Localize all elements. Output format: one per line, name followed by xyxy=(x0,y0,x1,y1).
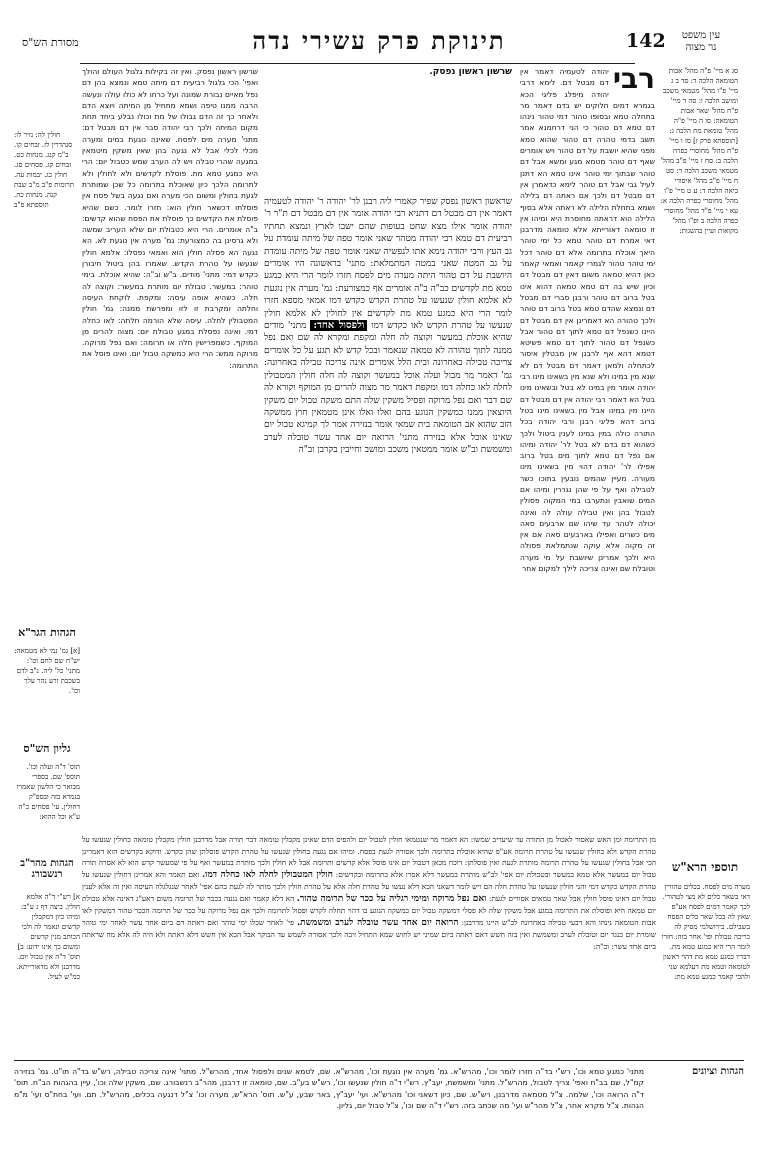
gilyon-hashas-heading: גליון הש"ס xyxy=(23,742,71,755)
tosafot-text: מן התרומה ומן האש שאסור לאכול מן התורה עד שיעריב שמשו: הא דאמר מר שנטמאו חולין לטבול יום ולהפיס הדם שאינן מקבלין טומאה דבר תורה אבל מדרבנן חולין מקבלין טומאה כחולין שנעשו על טהרת הקדש ולא כחולין שנעשו על טהרת תרומה אע"פ שהיא אוכלת בתרומה ולכך אסורה לגעת בפסח. ומיהו אם נגעה בחולין שנעשו על טהרת הקדש פוסלתן שהן כקדש. ודוקא בקדשים הוא דאמרינן הכי אבל בחולין שנעשו על טהרת תרומה מותרת לגעת ואין פוסלתן: דוכח מכאן דטבול יום אינו פוסל אלא קדשים ותרומה אבל לא חולין ולכך מותרת במעשר ואף על פי שמעשר קדש הוא לא אסרה תורה טבול יום במעשר אלא טמא במעשר ובטבולת יום אפי' לב"ש מותרת במעשר דלא אסרו אלא בתרומה ובקדשים: xyxy=(82,835,656,879)
gemara-column xyxy=(264,196,512,826)
tosafot-text-3: הא דלא קאמר ואם נגעה בככר של תרומה משום דאע"ג דאינה אלא טבולת יום טמאה היא ופוסלת את התרומה במגע אבל משקין שלה לא פסלי דמשקה טבול יום כמשקה הנוגע בו דהוי תחלה לקדש ופסול לתרומה ולכך אם נפל מרוקה על ככר של תרומה הככר טהור דמשקין לאו אבות הטומאה נינהו והא דבעי טבילה באחרונה לב"ש היינו מדרבנן: xyxy=(82,893,656,927)
tosafot-block xyxy=(82,834,656,1056)
gemara-3: גמ' דאמר מר מבול ועלה אוכל במעשר וקוצה לה חלה חולין המטבולין לחלה לאו כחלה דמו ומקפת דאמר מר מצוה להרים מן המוקף וקורא לה שם דבר ואם נפל מרוקה ופסיל משקין שלה התם משקה טבול יום משקין היוצאין ממנו כמשקין הנוגע בהם ואלו ואלו אינן מטמאין חוץ ממשקה הזב שהוא אב הטומאה בית שמאי אומר בנזירה אמר לך קמיגא טבול יום שאינו אוכל אלא בנזירה xyxy=(264,370,512,443)
rashi-opening-word: רבי xyxy=(612,66,655,95)
tosafot-dh-1: חולין המטבולין לחלה לאו כחלה דמו. xyxy=(202,869,334,880)
mishna-1: מתני' בראשונה היו אומרים היושבת על דם טהור היתה מערה מים לפסח חזרו לומר הרי היא כמגע טמא מת לקדשים כב"ה ב"ה אומרים אף כמצורעת: xyxy=(264,259,512,294)
rashi-column-right xyxy=(520,66,655,706)
page-title: תינוקת פרק עשירי נדה xyxy=(252,26,506,55)
tosafot-end: וב"ה: xyxy=(593,941,610,951)
page-header xyxy=(0,0,758,60)
hagahot-tziyunim-heading: הגהות וציונים xyxy=(691,1066,744,1077)
hagahot-tziyunim-text: מתני' כמגע טמא וכו', רש"י בד"ה חזרו לומר וכו', מהרש"א. גמ' מערה אין נוגעת וכו', מהרש"א. שם, לטמא שנים ולפסול אחד, מהרש"ל. מתני' אינה צריכה טבילה, רש"ש בד"ה תו"ט. גמ' בנזירה קמ"ל, שם בב"ח ואפי' צריך לטבול, מהרש"ל. מתני' ומשמשת, יעב"ץ. רש"י ד"ה חולין שנעשו וכו', רש"ש בע"ב. שם, טומאה זו דרבנן, מהר"ב רנשבורג. שם, משקין שלה וכו', עיין בהגהות הב"ח. תוס' ד"ה הרואה וכו', שלמה. צ"ל מטמאה מדרבנן, רש"ש. שם, כיון דשאני וכו' מהרש"א. ועי' יעב"ץ, באר שבע, ע"ש. תוס' הרא"ש, מערה וכו' צ"ל דנגעה בכלים, מהרש"ל. תם. ועי' בחת"ס ועי' מ"מ הגהות. צ"ל מקרא אחר, צ"ל מהר"ש ועי' מה שכתב בזה. רש"י ד"ה שם וכו', צ"ל טבול יום, גליון. xyxy=(14,1067,644,1111)
rashi-heading: שרשון ראשון נפסק. xyxy=(429,67,512,77)
tosafot-harosh-heading: תוספי הרא"ש xyxy=(671,860,739,874)
header-rule xyxy=(80,63,635,64)
rashi-heading-column xyxy=(264,66,512,192)
gemara-2: גמ' מערה אין נוגעת לא אלמא חולין שנעשו על טהרת הקדש כקדש דמו אמאי מספא חזרו לומר הרי היא כמגע טמא מת לקדשים אין לחולין לא אלמא חולין שנעשו על טהרת הקדש לאו כקדש דמו xyxy=(264,283,512,332)
rashi-right-text: יהודה לטעמיה דאמר אין דם מבטל דם. לימא דרבי יהודה מיפלג פליגי הכא בגמרא דמים חלוקים יש בדם דאמר מר בתחלה טמא ובסופו טהור דמי טהור נינהו דם טמא דם טהור כי הני דרחמנא אמר תשב בדמי טהרה דם טהור שהוא טמא מפני שהיא יושבת על דם טהור ויש אומרים שאף דם טוהר מטמא מגע ומשא אבל דם טוהר שבתוך ימי טוהר אינו טמא הא דתנן לעיל גבי אבל דם טוהר לימא כדאמרן אין דם מבטל דם ולכך אם ראתה דם בלילה ושמא בתחלת הלילה לא ראתה אלא בסוף הלילה הוא דראתה מחוסרת היא ומיהו אין זו טומאה דאורייתא אלא טומאה מדרבנן דאי אמרת דם טוהר טמא כל ימי טוהר היאך אוכלת בתרומה אלא דם טוהר דכל ימי טוהר טהור לגמרי קאמר ואמאי קאמר כאן דהיא טמאה משום דאין דם מבטל דם וכיון שיש בה דם טמא טמאה דהוא אינו בטל ברוב דם טוהר ורבנן סברי דם מבטל דם ונמצא שהדם טמא בטל ברוב דם טוהר ולכך טהורה הא דאמרינן אין דם מבטל דם היינו כשנפל דם טמא לתוך דם טהור אבל כשנפל דם טהור לתוך דם טמא פשיטא דטמא דהא אף לרבנן אין מבטלין איסור לכתחלה ולמאן דאמר דם מבטל דם לא שנא מין במינו ולא שנא מין בשאינו מינו רבי יהודה אומר מין במינו לא בטל ובשאינו מינו בטל הא דאמר רבי יהודה אין דם מבטל דם היינו מין במינו אבל מין בשאינו מינו בטל ברוב דהא פליגי רבנן ורבי יהודה בכל התורה כולה במין במינו לענין ביטול ולכך כשהוא דם בדם לא בטל לר' יהודה ומיהו אם נפל דם טמא לתוך מים בטל ברוב אפילו לר' יהודה דהוי מין בשאינו מינו מעורה. מעיין שהמים נובעין בתוכו כשר לטבילה ואף על פי שהן נגררין ומיהו אם המים שואבין ונתערבו במי המקוה פסולין לטבול בהן ואין טבילה עולה לה ואינה יכולה לטהר עד שיהו שם ארבעים סאה מים כשרים ואפילו בארבעים סאה אם אין זה מקוה אלא עוקה שנתמלאת פסולה היא ולכך אמרינן שיושבת על מי מערה וטובלת שם ואינה צריכה לילך למקום אחר xyxy=(520,67,655,574)
commentary-left-column: שרשון ראשון נפסק. ואין זה בקילות גלגול העולם והולך ואפי' הכי גלגול רביעית דם מיתה טמא ונמצא בהן דם נפל מאיים נבורת שמונה ועל כרחו לא כולו עולה ונעשה הרבה ממנו טיפה ושמא מתחיל מן המיתה ויוצא הדם ולאחר כך זה הדם גבולו של מת וכולו נבלע ביחד תחת מקום המיתה ולכך רבי יהודה סבר אין דם מבטל דם: מתני' מערה מים לפסח. שאינה נוגעת במים ומערה מכלי לכלי אבל לא נגעה בהן שאין משקין מיטמאין במגעה שהרי טבלה ויש לה הערב שמש כטבול יום: הרי היא כמגע טמא מת. פוסלת לקדשים ולא לחולין ולא לתרומה הלכך כיון שאוכלת בתרומה כל שכן שמותרת לגעת בחולין ומשום הכי מערה ואם נגעה בשל פסח אין פוסלתו דכשאר חולין הוא: חזרו לומר. כשם שהיא פוסלת את הקדשים כך פוסלת את הפסח שהוא קדשים: ב"ה אומרים. הרי היא כטבולת יום שלא העריב שמשה ולא גרסינן בה כמצורעת: גמ' מערה אין נוגעת לא. הא נגעה הא פסלה חולין הוא ואמאי נפסלו: אלמא חולין שנעשו על טהרת הקדש. שאמרו בהן ביטול חיבורן כקדש דמי: מתני' מודים. ב"ש וב"ה: שהיא אוכלת. בימי טוהר: במעשר. טבולת יום מותרת במעשר: וקוצה לה חלה. כשהיא אופה עיסה: ומקפת. לוקחת העיסה וחלתה ומקרבת זו לזו ומפרשת ממנה: גמ' חולין המטבולין לחלה. עיסה שלא הורמה חלתה: לאו כחלה דמי. ואינה נפסלת במגע טבולת יום: מצוה להרים מן המוקף. כשמפרישין חלה או תרומה: ואם נפל מרוקה. מרוקה ממש: הרי היא כמשקה טבול יום. ואינו פוסל את התרומה: xyxy=(82,67,258,370)
marhsha-heading: הגהות מהר"ב רנשבורג xyxy=(20,858,74,880)
gemara-text: שראשון ראשון נפסק שפיר קאמרי ליה רבנן לר' יהודה ר' יהודה לטעמיה דאמר אין דם מבטל דם דתניא רבי יהודה אומר אין דם מבטל דם ת"ר ר' יהודה אומר אילו מצא שחט בעופות שהם ישבו לארץ ונמצא תחתיו רביעית דם טמא רבי יהודה מטהר שאני אומר טפה של מיתה עומדת על גב העץ ורבי יהודה נימא אתו לנפשיה שאני אומר טפה של מיתה עומדת על גב המטה שאני במטה המתמלאת: xyxy=(264,197,512,270)
tosafot-text-2: ואם תאמר והא אמרינן דחולין שנעשו על טהרת הקדש כקדש דמי והני חולין שנעשו על טהרת חלה הם ויש לומר דשאני הכא דלא נעשו על טהרת חלה אלא על טהרת חולין ולכך מותר לה לגעת בהם אפי' לאחר שנגלגלה העיסה ואין זה אלא לענין טבול יום דאינו פוסל חולין אבל שאר טמאים אסורים לגעת: xyxy=(82,869,656,903)
hagahot-gra-text: [א] גמ' נמי לא מטמאה: יש"ח שם לחם וכו': מתני' כל' ליה. נ"ב לדם בשכבת זרע נהר עלך וכו'. xyxy=(14,647,80,695)
hagahot-gra-heading: הגהות הגר"א xyxy=(18,626,76,639)
tosafot-dh-3: הרואה יום אחד עשר טובלה לערב ומשמשת. xyxy=(297,917,459,928)
tosafot-text-4: פי' לאחר שכלו ימי טוהר ואם ראתה דם ביום אחד עשר לאחר ימי טוהר שומרת יום כנגד יום וטובלת לערב ומשמשת ואין בזה חשש דאם ראתה ביום שמיני יש לחוש שמא התחיל זיבה ולכך אסורה לשמש עד הבוקר אבל הכא אין חשש דלא ראתה ולא היה לה אלא מה שראתה ביום אחד עשר: xyxy=(82,917,656,951)
page-number: 142 xyxy=(626,30,666,52)
gilyon-hashas-text: תוס' ד"ה ועלה וכו'. תוספ' שם. בספרי מבואר כי הלשון שאמרו בגמרא בזה ובספ"ק דחולין. עי' פסחים כ"ה ע"א וכל ההוא: xyxy=(16,763,80,821)
footer-rule xyxy=(14,1060,744,1061)
masoret-references: חולין לה: נזיר לו: סנהדרין לז. זבחים קו. ב"מ קנג. מנחות כט. זבחים קג. פסחים סג. חולין כג. יבמות עה. תרומות פ"ב מ"ב שבת קנה. מנחות כה. תוספתא פ"ב xyxy=(14,131,74,209)
ein-mishpat-label: עין משפט נר מצוה xyxy=(681,30,721,53)
masoret-hashas-label: מסורת הש"ס xyxy=(22,36,79,49)
marhsha-text: א] רש"י ד"ה אלמא חולין. ביצה דף ג ע"ב: ומיהו כיון דמקבלין קדשים ונאמר לה ולכי הכותב מנין קדשים ומשום כך אינו ידוע: ב] תוס' ד"ה אין טבול יום. מדרבנן ולא מדאורייתא. כמ"ש לעיל. xyxy=(16,893,80,981)
tosafot-dh-2: ואם נפל מרוקה ומימי רגליה על ככר של תרומה טהור. xyxy=(296,893,487,904)
mishna-3: מתני' מודים שהיא אוכלת במעשר וקוצה לה חלה ומקפת ומקרא לה שם ואם נפל ממנה לתוך טהורה לא טמאה שנאמר ובכל קדש לא תגע על כל אומרים צריכה טבילה באחרונה ובית הלל אומרים אינה צריכה טבילה באחרונה: xyxy=(264,321,512,369)
highlighted-phrase: ולפסול אחד: xyxy=(310,320,367,331)
ein-mishpat-column: סג א מיי' פ"ה מהל' אבות הטומאה הלכה ד: סד ב ג מיי' פ"ו מהל' מטמאי משכב ומושב הלכה ו: סה ד מיי' פ"ח מהל' שאר אבות הטומאה: סו ה מיי' פ"ה מהל' טומאת מת הלכה ג: [תוספתא פרק ז] סז ו מיי' פ"ח מהל' מחוסרי כפרה הלכה ב: סח ז מיי' פ"ב מהל' מטמאי משכב הלכה ד: סט ח מיי' פ"ב מהל' איסורי ביאה הלכה ד: ע ט מיי' פ"ו מהל' מחוסרי כפרה הלכה א: עא י מיי' פ"ד מהל' מחוסרי כפרה הלכה ב ופ"ו מהל' מקואות ועיין בהשגות: xyxy=(660,67,738,235)
mishna-4: מתני' הרואה יום אחד עשר טובלה לערב ומשמשת וב"ש אומר ממטאין משכב ומושב וחייבין בקרבן וב"ה xyxy=(264,432,512,456)
tosafot-harosh-text: מערה מים לפסח. בכלים טהורין דאי בשאר כלים לא מצי לטהורי. לכך קאמר דמים לפסח אע"פ שאין לה בכל שאר כלים הפסח בשבילם. בירושלמי מסיק לה כריכה טבולת ופי' אחר בזה: חזרו לומר הרי היא כמגע טמא מת. דבריו כמגע טמא מת דהוי ראשון לטומאה וטמא מת דעלמא שני ולהכי קאמר כמגע טמא מת: xyxy=(661,883,750,981)
